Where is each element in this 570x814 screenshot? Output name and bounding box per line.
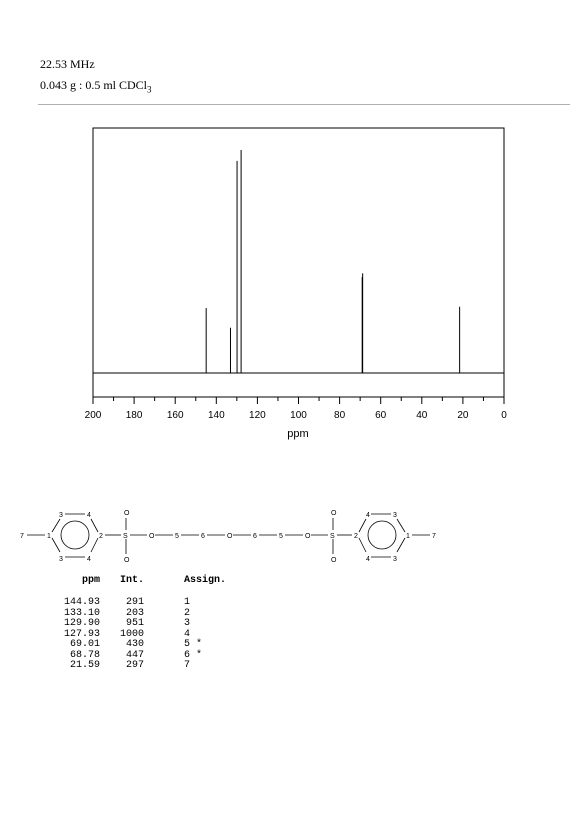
cell-int: 447 [125,649,144,661]
atom-label: 4 [366,556,370,563]
x-tick-label: 80 [334,410,346,421]
table-row [50,598,226,609]
cell-ppm: 144.93 [63,597,100,608]
atom-label: 3 [59,512,63,519]
cell-int: 291 [125,597,144,608]
cell-assign: 2 [184,607,191,619]
cell-int: 430 [125,639,144,650]
x-axis-label: ppm [287,428,309,440]
atom-label: O [124,557,130,564]
sample-text: 0.043 g : 0.5 ml CDCl [40,78,148,92]
x-tick-label: 20 [457,410,469,421]
molecule-structure [0,500,570,570]
cell-ppm: 68.78 [69,649,100,661]
table-header-row [50,576,226,598]
cell-ppm: 21.59 [69,660,100,671]
cell-int: 203 [125,607,144,619]
x-tick-label: 60 [375,410,387,421]
x-tick-label: 0 [501,410,507,421]
atom-label: 2 [354,533,358,540]
table-row [50,640,226,651]
cell-assign: 4 [184,628,191,640]
peak-table [50,576,226,672]
spectrometer-frequency: 22.53 MHz [40,57,95,71]
atom-label: 1 [406,533,410,540]
atom-label: 5 [175,533,179,540]
x-tick-label: 140 [207,410,225,421]
x-tick-label: 120 [249,410,266,421]
col-header-int: Int. [119,575,144,586]
x-tick-label: 160 [166,410,184,421]
cell-assign: 6 * [184,649,203,661]
atom-label: 5 [279,533,283,540]
cell-ppm: 133.10 [63,607,100,619]
x-tick-label: 40 [416,410,428,421]
atom-label: 6 [201,533,205,540]
cell-ppm: 129.90 [63,618,100,629]
atom-label: 4 [87,512,91,519]
atom-label: O [331,510,337,517]
atom-label: 3 [59,556,63,563]
cell-int: 297 [125,660,144,671]
col-header-assign: Assign. [184,575,227,586]
cell-assign: 1 [184,597,191,608]
sample-subscript: 3 [147,84,152,95]
table-row [50,619,226,630]
x-tick-label: 180 [125,410,143,421]
atom-label: O [227,533,233,540]
atom-label: 3 [393,512,397,519]
atom-label: O [149,533,155,540]
cell-assign: 3 [184,618,191,629]
atom-label: O [124,510,130,517]
cell-assign: 7 [184,660,191,671]
cell-assign: 5 * [184,639,203,650]
cell-ppm: 127.93 [63,628,100,640]
x-tick-label: 100 [290,410,307,421]
atom-label: 7 [432,533,436,540]
atom-label: O [331,557,337,564]
x-tick-label: 200 [84,410,102,421]
atom-label: S [330,533,335,540]
plot-frame [93,128,504,397]
atom-label: 6 [253,533,257,540]
atom-label: S [123,533,128,540]
col-header-ppm: ppm [81,575,100,586]
atom-label: 2 [99,533,103,540]
atom-label: 4 [87,556,91,563]
atom-label: O [305,533,311,540]
cell-int: 1000 [119,628,144,640]
peak-lines [206,150,459,373]
cell-ppm: 69.01 [69,639,100,650]
atom-label: 3 [393,556,397,563]
atom-label: 7 [20,533,24,540]
cell-int: 951 [125,618,144,629]
atom-label: 4 [366,512,370,519]
x-axis-ticks [85,397,508,421]
atom-label: 1 [47,533,51,540]
table-row [50,661,226,672]
